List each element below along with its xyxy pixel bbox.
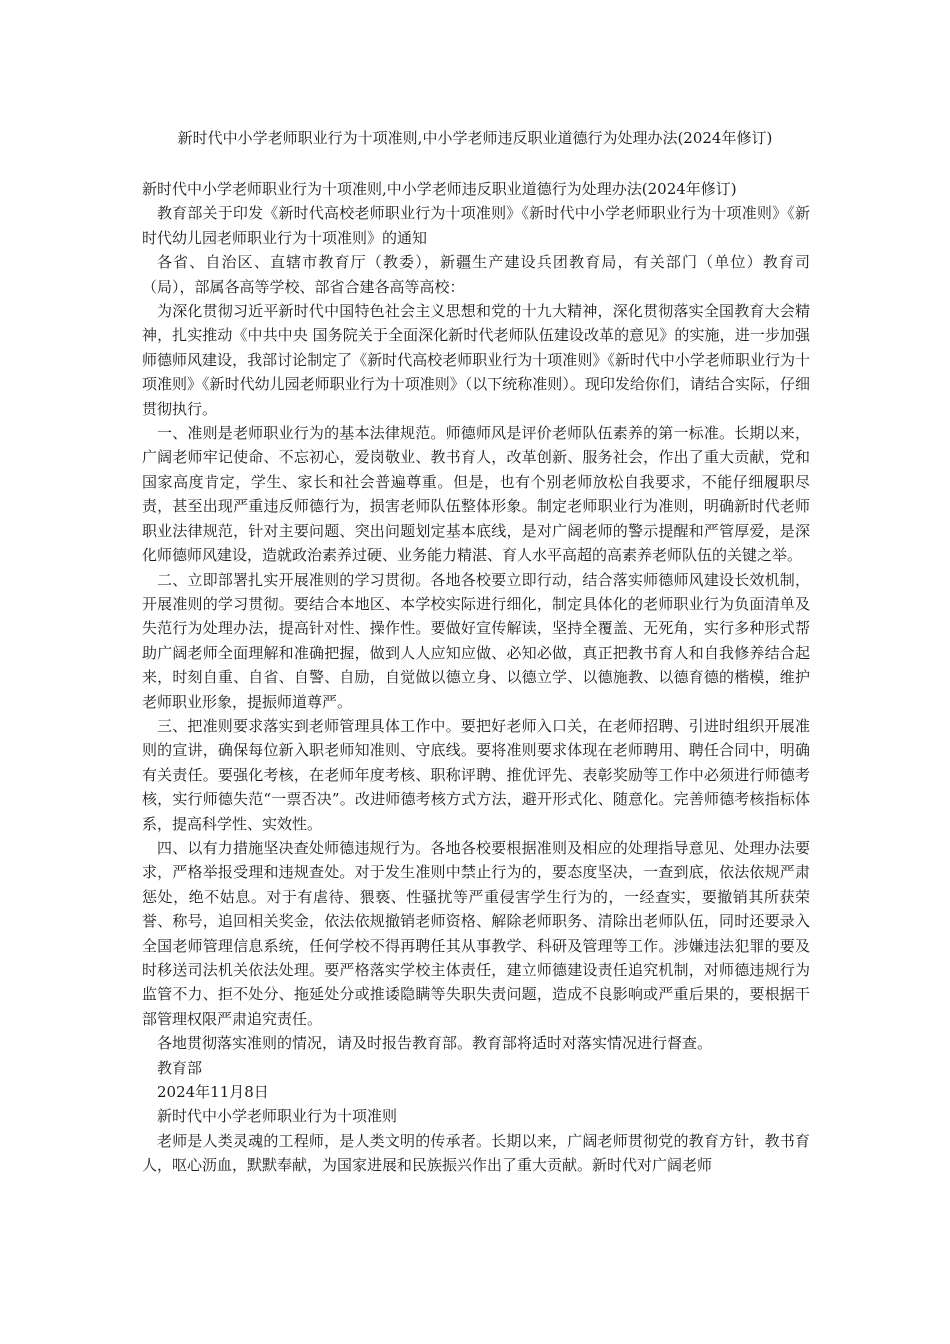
standard-title: 新时代中小学老师职业行为十项准则: [157, 1107, 398, 1126]
section-three-paragraph: 三、把准则要求落实到老师管理具体工作中。要把好老师入口关，在老师招聘、引进时组织开展准则的宣讲，确保每位新入职老师知准则、守底线。要将准则要求体现在老师聘用、聘任合同中，明确有关责任。要强化考核，在老师年度考核、职称评聘、推优评先、表彰奖励等工作中必须进行师德考核，实行师德失范“一票否决”。改进师德考核方式方法，避开形式化、随意化。完善师德考核指标体系，提高科学性、实效性。: [142, 716, 810, 833]
issuer-line: 教育部: [157, 1058, 203, 1077]
intro-paragraph: 为深化贯彻习近平新时代中国特色社会主义思想和党的十九大精神，深化贯彻落实全国教育大会精神，扎实推动《中共中央 国务院关于全面深化新时代老师队伍建设改革的意见》的实施，进一步加强师德师风建设，我部讨论制定了《新时代高校老师职业行为十项准则》《新时代中小学老师职业行为十项准则》《新时代幼儿园老师职业行为十项准则》（以下统称准则）。现印发给你们，请结合实际，仔细贯彻执行。: [142, 302, 810, 418]
notice-heading: 教育部关于印发《新时代高校老师职业行为十项准则》《新时代中小学老师职业行为十项准则》《新时代幼儿园老师职业行为十项准则》的通知: [142, 204, 810, 247]
document-body: [142, 177, 810, 1178]
recipients-paragraph: 各省、自治区、直辖市教育厅（教委），新疆生产建设兵团教育局，有关部门（单位）教育司（局），部属各高等学校、部省合建各高等高校：: [142, 253, 810, 296]
section-one-paragraph: 一、准则是老师职业行为的基本法律规范。师德师风是评价老师队伍素养的第一标准。长期以来，广阔老师牢记使命、不忘初心，爱岗敬业、教书育人，改革创新、服务社会，作出了重大贡献，党和国家高度肯定，学生、家长和社会普遍尊重。但是，也有个别老师放松自我要求，不能仔细履职尽责，甚至出现严重违反师德行为，损害老师队伍整体形象。制定老师职业行为准则，明确新时代老师职业法律规范，针对主要问题、突出问题划定基本底线，是对广阔老师的警示提醒和严管厚爱，是深化师德师风建设，造就政治素养过硬、业务能力精湛、育人水平高超的高素养老师队伍的关键之举。: [142, 424, 810, 565]
section-two-paragraph: 二、立即部署扎实开展准则的学习贯彻。各地各校要立即行动，结合落实师德师风建设长效机制，开展准则的学习贯彻。要结合本地区、本学校实际进行细化，制定具体化的老师职业行为负面清单及失范行为处理办法，提高针对性、操作性。要做好宣传解读，坚持全覆盖、无死角，实行多种形式帮助广阔老师全面理解和准确把握，做到人人应知应做、必知必做，真正把教书育人和自我修养结合起来，时刻自重、自省、自警、自励，自觉做以德立身、以德立学、以德施教、以德育德的楷模，维护老师职业形象，提振师道尊严。: [142, 570, 810, 711]
date-line: 2024年11月8日: [157, 1083, 269, 1102]
section-four-paragraph: 四、以有力措施坚决查处师德违规行为。各地各校要根据准则及相应的处理指导意见、处理办法要求，严格举报受理和违规查处。对于发生准则中禁止行为的，要态度坚决，一查到底，依法依规严肃惩处，绝不姑息。对于有虐待、猥亵、性骚扰等严重侵害学生行为的，一经查实，要撤销其所获荣誉、称号，追回相关奖金，依法依规撤销老师资格、解除老师职务、清除出老师队伍，同时还要录入全国老师管理信息系统，任何学校不得再聘任其从事教学、科研及管理等工作。涉嫌违法犯罪的要及时移送司法机关依法处理。要严格落实学校主体责任，建立师德建设责任追究机制，对师德违规行为监管不力、拒不处分、拖延处分或推诿隐瞒等失职失责问题，造成不良影响或严重后果的，要根据干部管理权限严肃追究责任。: [142, 838, 810, 1028]
standard-intro-paragraph: 老师是人类灵魂的工程师，是人类文明的传承者。长期以来，广阔老师贯彻党的教育方针，教书育人，呕心沥血，默默奉献，为国家进展和民族振兴作出了重大贡献。新时代对广阔老师: [142, 1131, 810, 1175]
closing-paragraph: 各地贯彻落实准则的情况，请及时报告教育部。教育部将适时对落实情况进行督查。: [157, 1034, 713, 1053]
document-title: 新时代中小学老师职业行为十项准则,中小学老师违反职业道德行为处理办法(2024年修订): [177, 129, 773, 147]
subtitle-paragraph: 新时代中小学老师职业行为十项准则,中小学老师违反职业道德行为处理办法(2024年修订): [142, 180, 737, 198]
